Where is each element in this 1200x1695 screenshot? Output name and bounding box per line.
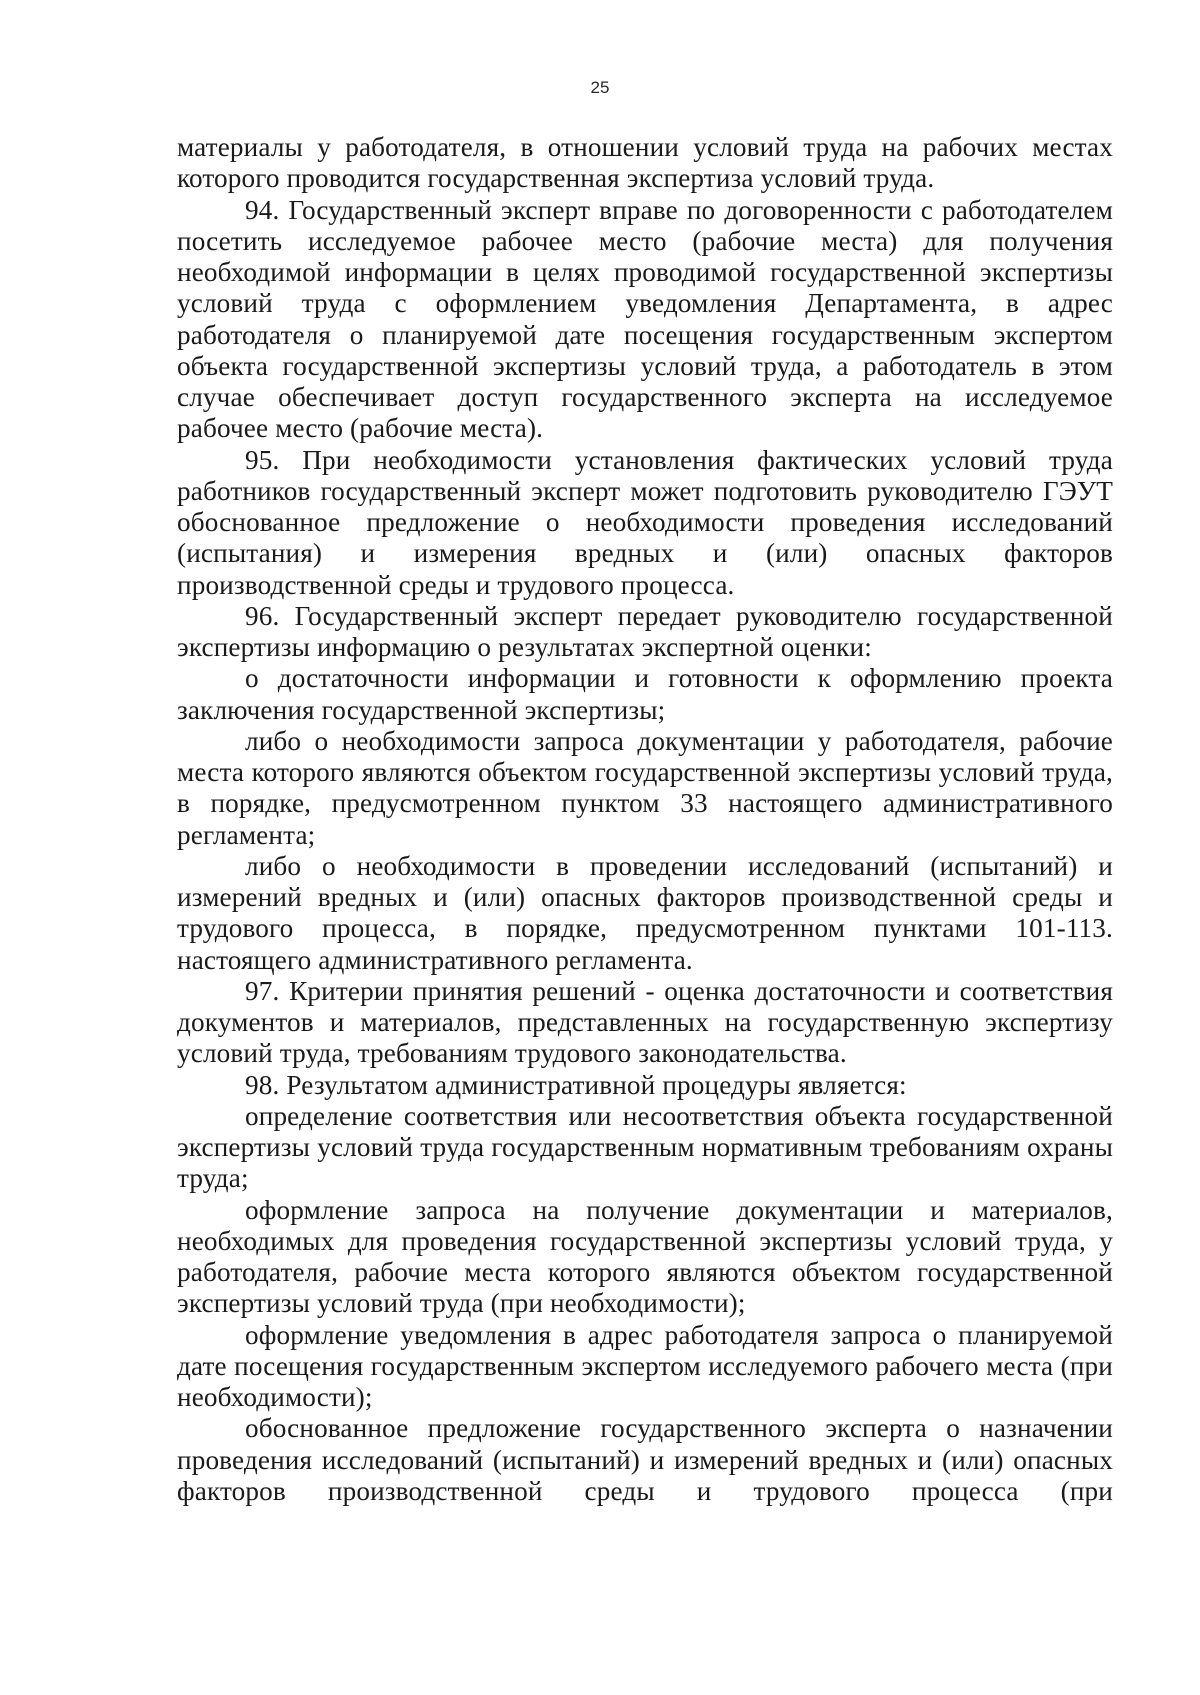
paragraph: определение соответствия или несоответствия объекта государственной экспертизы условий труда государственным нормативным требованиям охраны труда; [177,1100,1113,1194]
paragraph: 97. Критерии принятия решений - оценка достаточности и соответствия документов и материалов, представленных на государственную экспертизу условий труда, требованиям трудового законодательства. [177,975,1113,1069]
paragraph: либо о необходимости в проведении исследований (испытаний) и измерений вредных и (или) опасных факторов производственной среды и трудового процесса, в порядке, предусмотренном пунктами 101-113. настоящего административного регламента. [177,850,1113,975]
paragraph: о достаточности информации и готовности к оформлению проекта заключения государственной экспертизы; [177,663,1113,725]
document-body [177,132,1113,1507]
paragraph: оформление уведомления в адрес работодателя запроса о планируемой дате посещения государственным экспертом исследуемого рабочего места (при необходимости); [177,1319,1113,1412]
paragraph: 96. Государственный эксперт передает руководителю государственной экспертизы информацию о результатах экспертной оценки: [177,600,1113,662]
paragraph: оформление запроса на получение документации и материалов, необходимых для проведения государственной экспертизы условий труда, у работодателя, рабочие места которого являются объектом государственной экспертизы условий труда (при необходимости); [177,1194,1113,1319]
paragraph: материалы у работодателя, в отношении условий труда на рабочих местах которого проводится государственная экспертиза условий труда. [177,132,1113,194]
paragraph: либо о необходимости запроса документации у работодателя, рабочие места которого являются объектом государственной экспертизы условий труда, в порядке, предусмотренном пунктом 33 настоящего административного регламента; [177,725,1113,850]
paragraph: 98. Результатом административной процедуры является: [245,1069,907,1100]
paragraph: обоснованное предложение государственного эксперта о назначении проведения исследований (испытаний) и измерений вредных и (или) опасных факторов производственной среды и трудового процесса (при [177,1413,1113,1506]
paragraph: 94. Государственный эксперт вправе по договоренности с работодателем посетить исследуемое рабочее место (рабочие места) для получения необходимой информации в целях проводимой государственной экспертизы условий труда с оформлением уведомления Департамента, в адрес работодателя о планируемой дате посещения государственным экспертом объекта государственной экспертизы условий труда, а работодатель в этом случае обеспечивает доступ государственного эксперта на исследуемое рабочее место (рабочие места). [177,194,1113,444]
page-number: 25 [590,78,610,97]
paragraph: 95. При необходимости установления фактических условий труда работников государственный эксперт может подготовить руководителю ГЭУТ обоснованное предложение о необходимости проведения исследований (испытания) и измерения вредных и (или) опасных факторов производственной среды и трудового процесса. [177,444,1113,600]
